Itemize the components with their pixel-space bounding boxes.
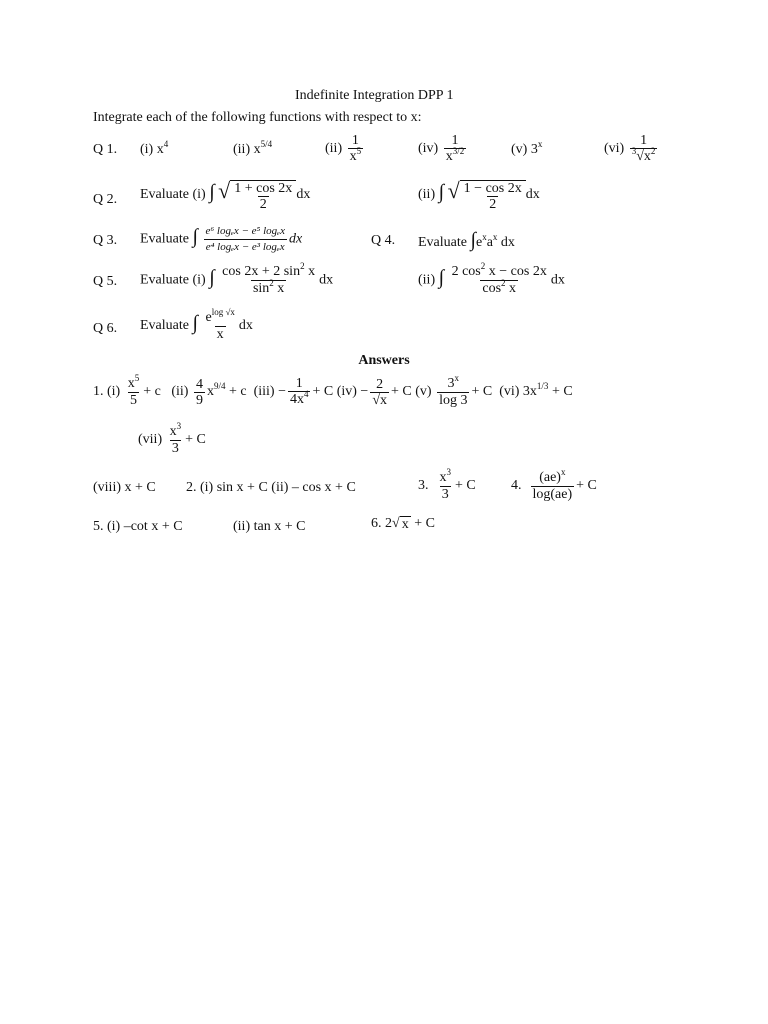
sqrt-icon: √ — [218, 178, 231, 203]
q3-label: Q 3. — [93, 233, 118, 248]
answer-1-line: 1. (i) $\frac{x^5}{5}$ + c (ii) $\frac{4}{9}$ $x^{9/4} + c$ (iii) − $\frac{1}{4x^4}$ + C (iv) − $\frac{2}{√x}$ + C (v) $\frac{3^x}{\log 3}$ + C (vi) $3x^{1/3} + C$ — [93, 373, 573, 408]
answer-4: 4. $\frac{(ae)^x}{\log(ae)}$ + C — [511, 467, 597, 502]
answer-5: 5. (i) –cot x + C — [93, 519, 183, 534]
q5-part-i: Evaluate (i) ∫ $\frac{\cos 2x + 2 \sin^2 x}{\sin^2 x}$ dx — [140, 261, 334, 296]
integral-icon: ∫ — [209, 266, 215, 289]
sqrt-icon: √ — [392, 516, 400, 531]
q1-part-iv: (iv) $\frac{1}{x^{3/2}}$ — [418, 133, 465, 164]
integral-icon: ∫ — [470, 229, 476, 251]
q1-part-ii: (ii) $x^{5/4}$ — [233, 139, 273, 157]
instruction-text: Integrate each of the following functions with respect to x: — [93, 110, 422, 125]
q1-label: Q 1. — [93, 142, 118, 157]
q2-label: Q 2. — [93, 192, 118, 207]
q1-part-vi: (vi) $\frac{1}{^3√x^2}$ — [604, 133, 656, 164]
sqrt-icon: √ — [447, 178, 460, 203]
integral-icon: ∫ — [209, 181, 215, 203]
q1-part-i: (i) $x^4$ — [140, 139, 169, 157]
answer-3: 3. $\frac{x^3}{3}$ + C — [418, 467, 476, 502]
q2-part-ii: (ii) ∫ √ $\frac{1 - \cos 2x}{2}$ dx — [418, 178, 540, 212]
q1-part-iii: (ii) $\frac{1}{x^5}$ — [325, 133, 362, 164]
integral-icon: ∫ — [438, 181, 445, 203]
sqrt-icon: √ — [372, 392, 381, 408]
answer-2: 2. (i) sin x + C (ii) – cos x + C — [186, 480, 356, 495]
q6-expression: Evaluate ∫ $\frac{e^{log √x}}{x}$ dx — [140, 307, 253, 342]
page-title: Indefinite Integration DPP 1 — [295, 88, 454, 103]
q4-expression: Evaluate $\int e^xa^x$ dx — [418, 229, 515, 251]
q3-expression: Evaluate ∫ $\frac{\text{e⁶ logₑx − e⁵ logₑx}}{\text{e⁴ logₑx − e³ logₑx}}$ dx — [140, 225, 303, 253]
answer-5-ii: (ii) tan x + C — [233, 519, 306, 534]
integral-icon: ∫ — [438, 266, 445, 289]
answer-1-viii: (viii) x + C — [93, 480, 156, 495]
q1-part-v: (v) 3$^x$ — [511, 139, 543, 157]
answer-1-vii: (vii) $\frac{x^3}{3}$ + C — [138, 421, 206, 456]
q5-label: Q 5. — [93, 274, 118, 289]
q5-part-ii: (ii) ∫ $\frac{2 \cos^2 x - \cos 2x}{\cos^2 x}$ dx — [418, 261, 565, 296]
integral-icon: ∫ — [192, 312, 198, 335]
answer-6: 6. 2 √ x + C — [371, 516, 435, 532]
q6-label: Q 6. — [93, 321, 118, 336]
integral-icon: ∫ — [192, 225, 198, 248]
answers-heading: Answers — [358, 353, 410, 368]
cube-root-icon: √ — [636, 149, 644, 164]
q2-part-i: Evaluate (i) ∫ √ $\frac{1 + \cos 2x}{2}$ dx — [140, 178, 311, 212]
q4-label: Q 4. — [371, 233, 396, 248]
